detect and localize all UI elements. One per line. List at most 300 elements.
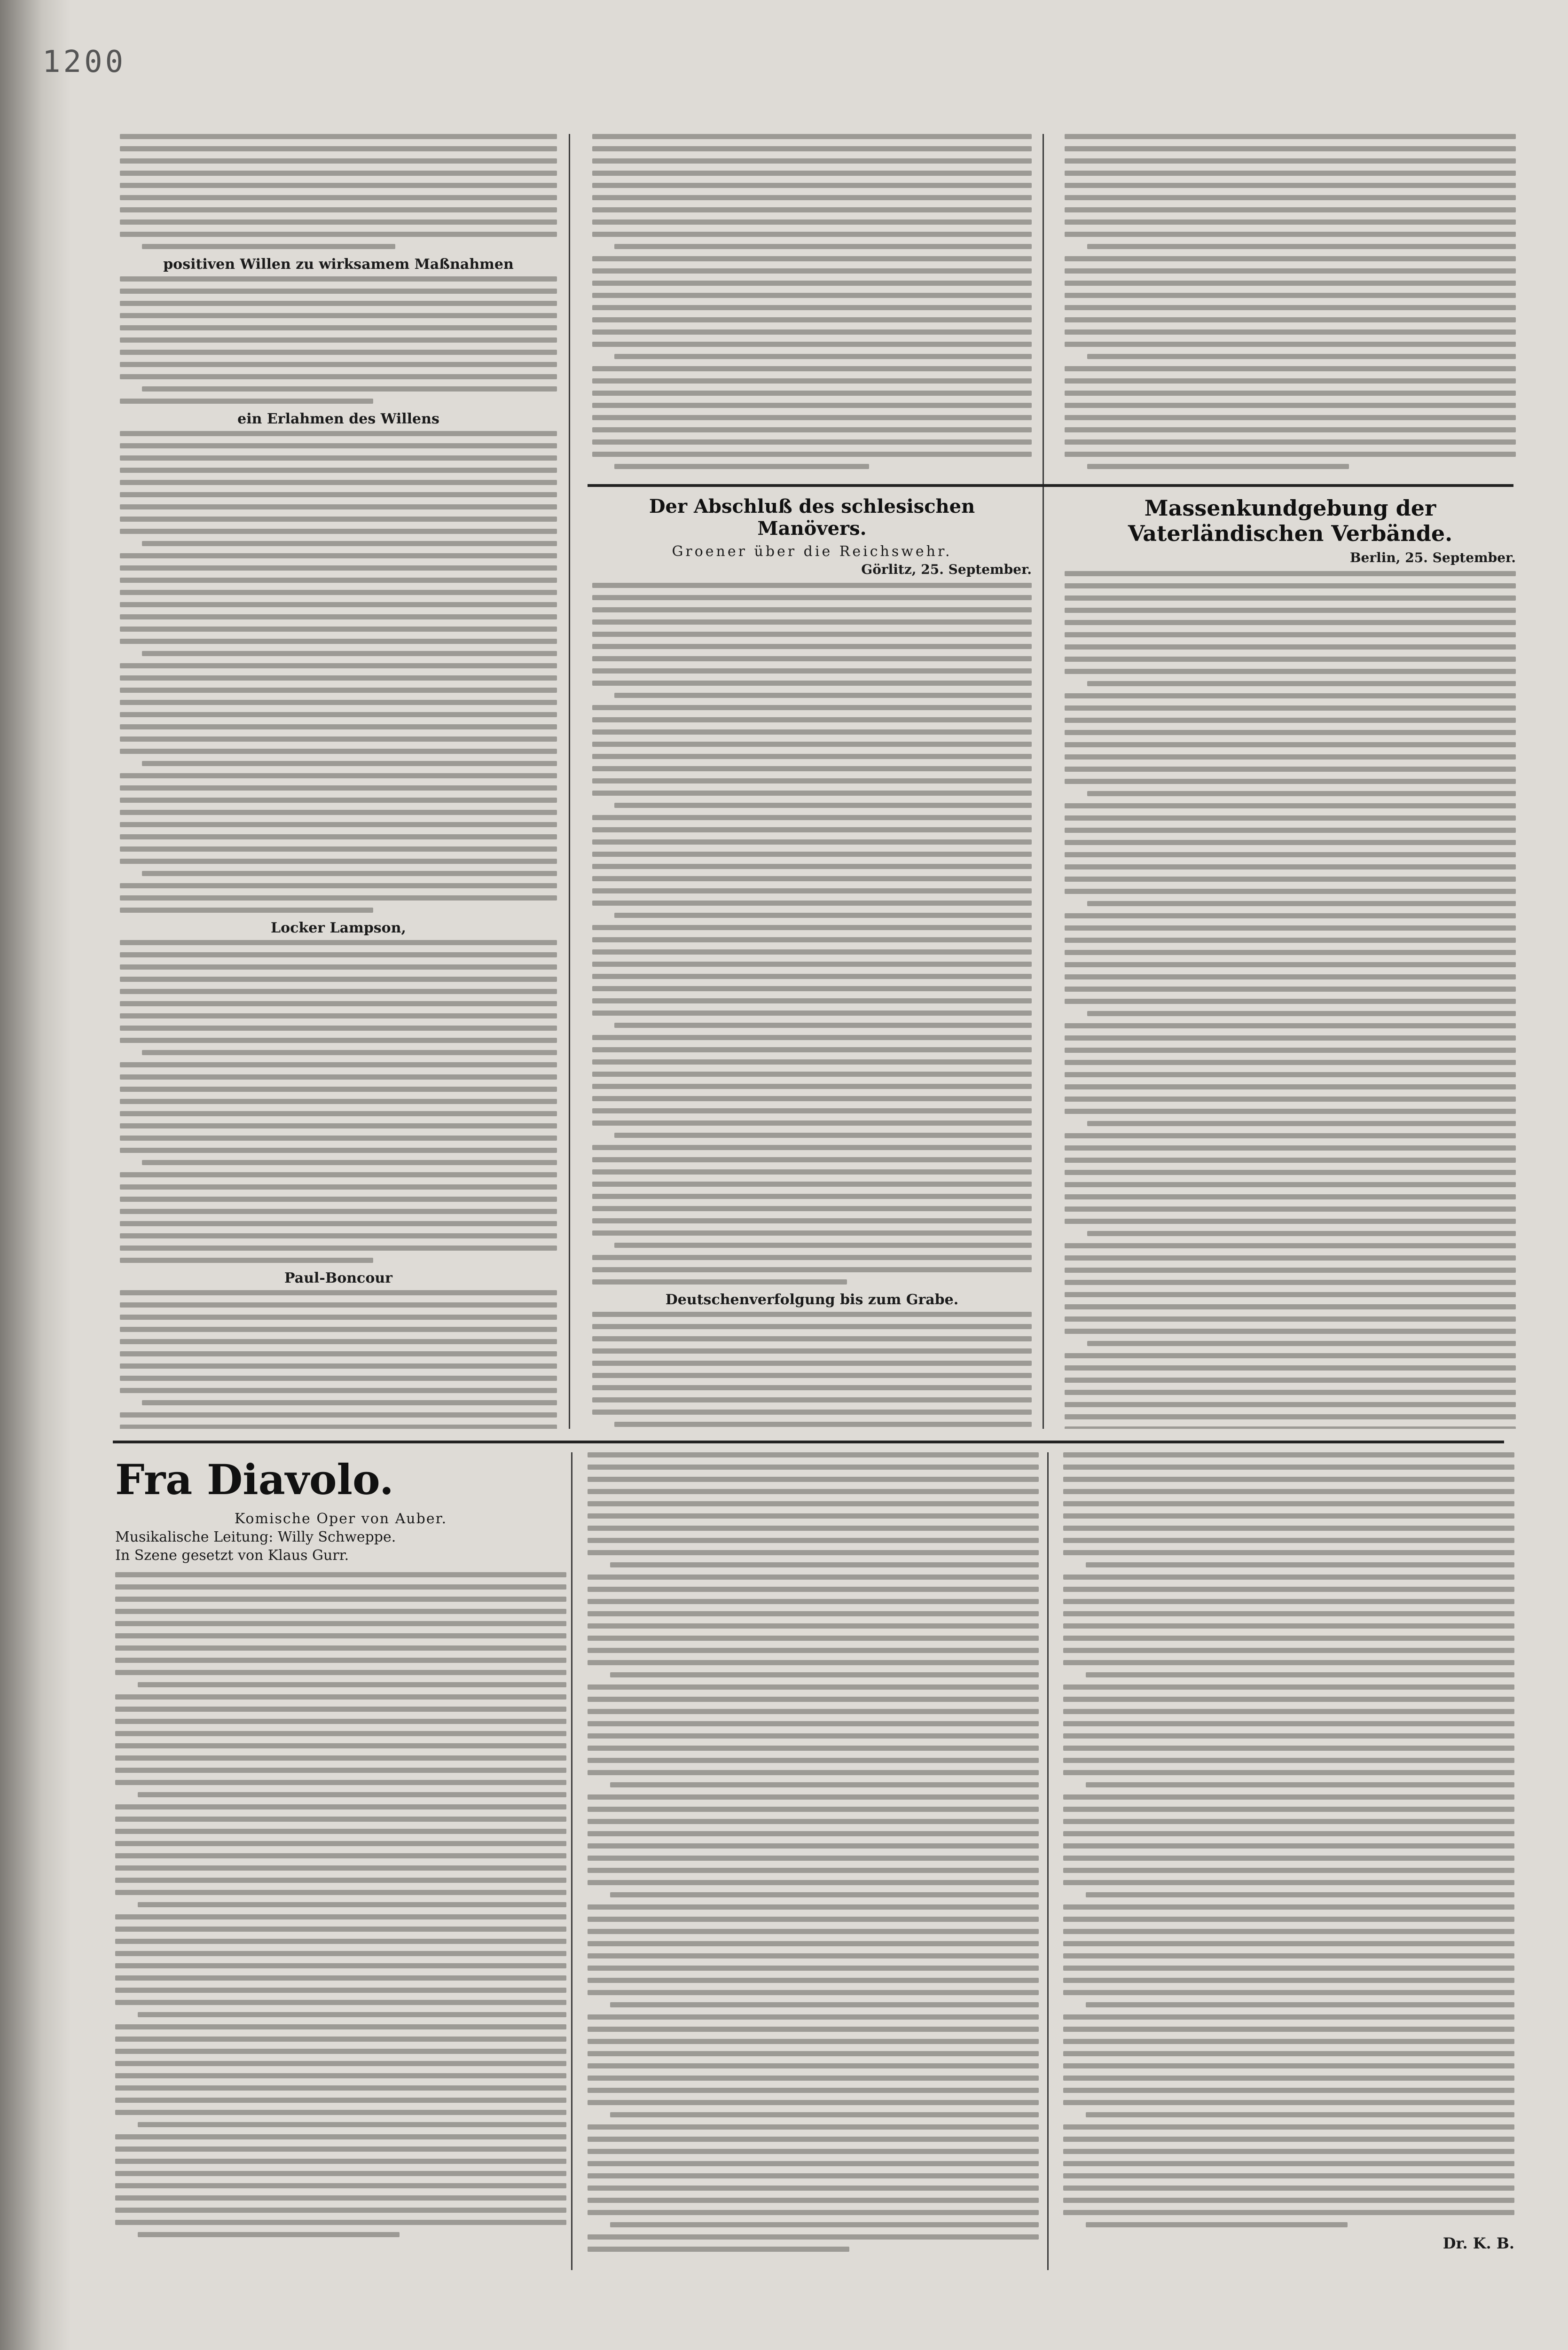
text-line [120,773,557,778]
text-line [588,1513,1039,1519]
text-line [120,1099,557,1104]
text-line [115,1572,566,1577]
text-line [1065,158,1516,164]
text-line [120,1221,557,1226]
text-line [115,1878,566,1883]
text-line [120,895,557,901]
dateline-manoever: Görlitz, 25. September. [861,562,1032,577]
text-line [588,1807,1039,1812]
text-line [588,1574,1039,1580]
text-line [1063,1660,1514,1665]
text-line [588,1636,1039,1641]
text-line [1065,608,1516,613]
text-line [592,1361,1032,1366]
text-line [1065,1170,1516,1175]
text-line [1065,256,1516,261]
text-line [120,846,557,852]
text-line [1065,1329,1516,1334]
text-line [592,305,1032,310]
text-line [120,736,557,742]
body-text-block [1065,134,1516,469]
credit-stage: In Szene gesetzt von Klaus Gurr. [115,1547,349,1564]
review-column-1 [115,1452,566,2270]
text-line [1086,1672,1514,1677]
text-line [1063,1733,1514,1739]
heading-erlahmen: ein Erlahmen des Willens [237,411,439,427]
text-line [1065,657,1516,662]
text-line [1065,1194,1516,1199]
text-line [1063,1758,1514,1763]
text-line [592,171,1032,176]
text-line [588,2173,1039,2178]
text-line [1063,1990,1514,1995]
text-line [592,329,1032,335]
text-line [120,431,557,436]
text-line [1065,705,1516,711]
body-text-block [120,134,557,249]
column-left [120,134,557,1429]
text-line [1065,1316,1516,1322]
text-line [120,675,557,681]
text-line [120,325,557,330]
text-line [115,2159,566,2164]
text-line [138,1792,566,1797]
text-line [115,1670,566,1675]
text-line [592,644,1032,649]
text-line [1065,864,1516,870]
text-line [614,693,1032,698]
text-line [610,2002,1039,2007]
text-line [592,864,1032,869]
text-line [592,207,1032,212]
text-line [614,244,1032,249]
text-line [1063,1966,1514,1971]
text-line [592,949,1032,955]
text-line [614,913,1032,918]
text-line [1065,1133,1516,1138]
text-line [115,1645,566,1651]
text-line [120,1123,557,1128]
text-line [592,378,1032,384]
text-line [115,2134,566,2139]
text-line [1065,219,1516,225]
text-line [120,977,557,982]
text-line [592,717,1032,722]
body-text-block [1065,571,1516,1429]
text-line [588,2247,849,2252]
text-line [142,761,557,766]
text-line [588,1746,1039,1751]
text-line [592,342,1032,347]
text-line [1065,742,1516,747]
text-line [120,1087,557,1092]
body-text-block [592,1312,1032,1429]
text-line [1065,268,1516,274]
text-line [592,1324,1032,1329]
text-line [1065,571,1516,576]
text-line [120,195,557,200]
conference-continuation [1065,134,1516,472]
text-line [120,1209,557,1214]
text-line [1086,2112,1514,2117]
text-line [588,1868,1039,1873]
text-line [120,822,557,827]
text-line [588,1599,1039,1604]
text-line [588,2124,1039,2130]
text-line [1063,1501,1514,1506]
text-line [592,1145,1032,1150]
text-line [1063,2039,1514,2044]
page-number: 1200 [42,45,126,79]
text-line [1065,317,1516,322]
review-column-3 [1063,1452,1514,2270]
text-line [1065,1243,1516,1248]
text-line [610,2112,1039,2117]
text-line [614,803,1032,808]
text-line [592,681,1032,686]
text-line [1063,2198,1514,2203]
text-line [1065,999,1516,1004]
text-line [120,1062,557,1067]
text-line [1063,1721,1514,1726]
text-line [120,1258,373,1263]
text-line [1065,342,1516,347]
text-line [610,1672,1039,1677]
text-line [592,632,1032,637]
text-line [120,158,557,164]
text-line [1063,2124,1514,2130]
text-line [1065,767,1516,772]
text-line [592,1279,847,1285]
text-line [120,712,557,717]
text-line [1063,1917,1514,1922]
text-line [588,1721,1039,1726]
text-line [592,901,1032,906]
text-line [115,2098,566,2103]
text-line [142,871,557,876]
text-line [120,1302,557,1308]
headline-manoever: Der Abschluß des schlesischen Manövers. [649,495,975,540]
text-line [588,1831,1039,1836]
body-text-block [592,134,1032,469]
text-line [1063,1843,1514,1849]
text-line [1065,366,1516,371]
text-line [115,2073,566,2078]
text-line [592,1348,1032,1354]
text-line [115,1597,566,1602]
review-signature: Dr. K. B. [1443,2234,1514,2252]
text-line [588,1587,1039,1592]
text-line [592,439,1032,445]
text-line [588,2137,1039,2142]
text-line [120,989,557,994]
text-line [120,313,557,318]
text-line [1065,840,1516,845]
heading-paul-boncour: Paul-Boncour [284,1270,392,1286]
text-line [1063,1587,1514,1592]
text-line [592,705,1032,710]
text-line [588,2186,1039,2191]
text-line [1065,987,1516,992]
text-line [120,952,557,957]
text-line [588,2076,1039,2081]
column-rule [569,134,570,1429]
text-line [1065,281,1516,286]
text-line [1065,1304,1516,1309]
text-line [142,1160,557,1165]
text-line [588,1978,1039,1983]
text-line [120,1074,557,1080]
headline-kundgebung: Massenkundgebung der Vaterländischen Verbände. [1128,495,1453,546]
text-line [588,2051,1039,2056]
text-line [1065,583,1516,588]
text-line [592,852,1032,857]
binding-edge [0,0,71,2350]
text-line [592,1336,1032,1341]
text-line [588,1917,1039,1922]
text-line [120,301,557,306]
text-line [1065,779,1516,784]
text-line [592,1385,1032,1390]
boncour-continuation [592,134,1032,472]
text-line [115,1719,566,1724]
text-line [115,1963,566,1968]
text-line [1065,938,1516,943]
text-line [1065,877,1516,882]
text-line [1065,1365,1516,1371]
text-line [1087,464,1349,469]
text-line [1065,974,1516,979]
heading-willen: positiven Willen zu wirksamem Maßnahmen [163,256,514,273]
text-line [592,766,1032,771]
text-line [120,1425,557,1429]
text-line [588,1452,1039,1457]
text-line [1063,1477,1514,1482]
text-line [120,602,557,607]
text-line [1063,1452,1514,1457]
text-line [120,207,557,212]
text-line [1065,828,1516,833]
text-line [1087,681,1516,686]
text-line [592,742,1032,747]
text-line [592,998,1032,1003]
text-line [120,1388,557,1393]
text-line [592,1120,1032,1126]
body-text-block [120,1290,557,1429]
text-line [1063,2186,1514,2191]
text-line [1065,1060,1516,1065]
text-line [1063,1697,1514,1702]
text-line [592,656,1032,661]
text-line [1063,1611,1514,1616]
text-line [1063,1941,1514,1946]
text-line [115,1914,566,1919]
text-line [115,1584,566,1590]
text-line [142,651,557,656]
text-line [1063,1880,1514,1885]
text-line [588,1941,1039,1946]
text-line [592,815,1032,820]
text-line [115,1755,566,1761]
text-line [1065,305,1516,310]
text-line [120,134,557,139]
text-line [115,1658,566,1663]
text-line [592,1010,1032,1016]
text-line [592,1059,1032,1065]
text-line [115,2085,566,2091]
text-line [1087,1231,1516,1236]
text-line [592,1084,1032,1089]
dateline-kundgebung: Berlin, 25. September. [1349,550,1516,565]
text-line [115,1975,566,1981]
text-line [115,1743,566,1748]
text-line [588,1856,1039,1861]
text-line [588,2100,1039,2105]
text-line [1063,1819,1514,1824]
text-line [120,374,557,379]
text-line [1063,2210,1514,2215]
text-line [120,700,557,705]
text-line [588,1904,1039,1910]
text-line [592,219,1032,225]
subhead-deutschenverfolgung: Deutschenverfolgung bis zum Grabe. [665,1292,959,1308]
text-line [115,1633,566,1638]
text-line [1063,2051,1514,2056]
text-line [1065,1158,1516,1163]
text-line [120,1197,557,1202]
text-line [115,1621,566,1626]
text-line [1086,1892,1514,1897]
text-line [588,1550,1039,1555]
text-line [588,1465,1039,1470]
text-line [1063,1929,1514,1934]
text-line [592,1096,1032,1101]
text-line [120,578,557,583]
text-line [592,427,1032,432]
article-manoever [592,494,1032,1429]
text-line [115,1804,566,1810]
text-line [1063,1526,1514,1531]
text-line [1065,754,1516,760]
text-line [592,1194,1032,1199]
text-line [142,386,557,392]
text-line [120,399,373,404]
body-text-block [115,1572,566,2237]
text-line [588,1538,1039,1543]
text-line [588,2149,1039,2154]
text-line [1065,1353,1516,1358]
text-line [1065,1414,1516,1419]
text-line [1063,2063,1514,2068]
text-line [115,2000,566,2005]
text-line [588,1966,1039,1971]
text-line [592,415,1032,420]
text-line [120,504,557,509]
text-line [120,183,557,188]
text-line [120,1148,557,1153]
text-line [588,1758,1039,1763]
text-line [120,1038,557,1043]
text-line [1065,718,1516,723]
text-line [1065,644,1516,650]
text-line [1065,171,1516,176]
text-line [1065,889,1516,894]
body-text-block [1063,1452,1514,2227]
text-line [1065,1378,1516,1383]
text-line [592,1157,1032,1162]
text-line [1086,1782,1514,1787]
headline-fra-diavolo: Fra Diavolo. [115,1455,394,1504]
text-line [120,798,557,803]
text-line [120,1233,557,1238]
text-line [592,1230,1032,1236]
text-line [1063,2014,1514,2020]
text-line [592,1312,1032,1317]
text-line [588,1819,1039,1824]
text-line [120,810,557,815]
text-line [592,1169,1032,1175]
text-line [1063,1648,1514,1653]
text-line [115,1694,566,1700]
text-line [588,2088,1039,2093]
text-line [1063,1684,1514,1690]
text-line [614,464,869,469]
text-line [588,2014,1039,2020]
column-rule [1047,1452,1049,2270]
text-line [592,791,1032,796]
text-line [588,2027,1039,2032]
text-line [1087,791,1516,796]
text-line [142,244,395,249]
text-line [142,1400,557,1405]
text-line [610,1782,1039,1787]
article-kundgebung [1065,494,1516,1429]
text-line [614,1133,1032,1138]
text-line [115,1707,566,1712]
heading-lampson: Locker Lampson, [271,920,406,936]
text-line [1065,134,1516,139]
text-line [115,1853,566,1858]
text-line [120,232,557,237]
text-line [120,964,557,970]
text-line [1065,1426,1516,1429]
text-line [1065,1097,1516,1102]
text-line [588,1709,1039,1714]
text-line [120,468,557,473]
text-line [1065,620,1516,625]
text-line [115,2183,566,2188]
text-line [592,888,1032,893]
text-line [120,480,557,485]
text-line [1065,950,1516,955]
text-line [592,754,1032,759]
text-line [1086,2222,1348,2227]
body-text-block [120,276,557,404]
text-line [1065,1109,1516,1114]
text-line [1065,852,1516,857]
text-line [588,1477,1039,1482]
text-line [1065,1145,1516,1151]
text-line [120,688,557,693]
text-line [120,443,557,448]
text-line [588,2210,1039,2215]
text-line [588,2039,1039,2044]
text-line [592,729,1032,735]
text-line [592,925,1032,930]
text-line [1063,1807,1514,1812]
text-line [592,1267,1032,1272]
text-line [610,2222,1039,2227]
